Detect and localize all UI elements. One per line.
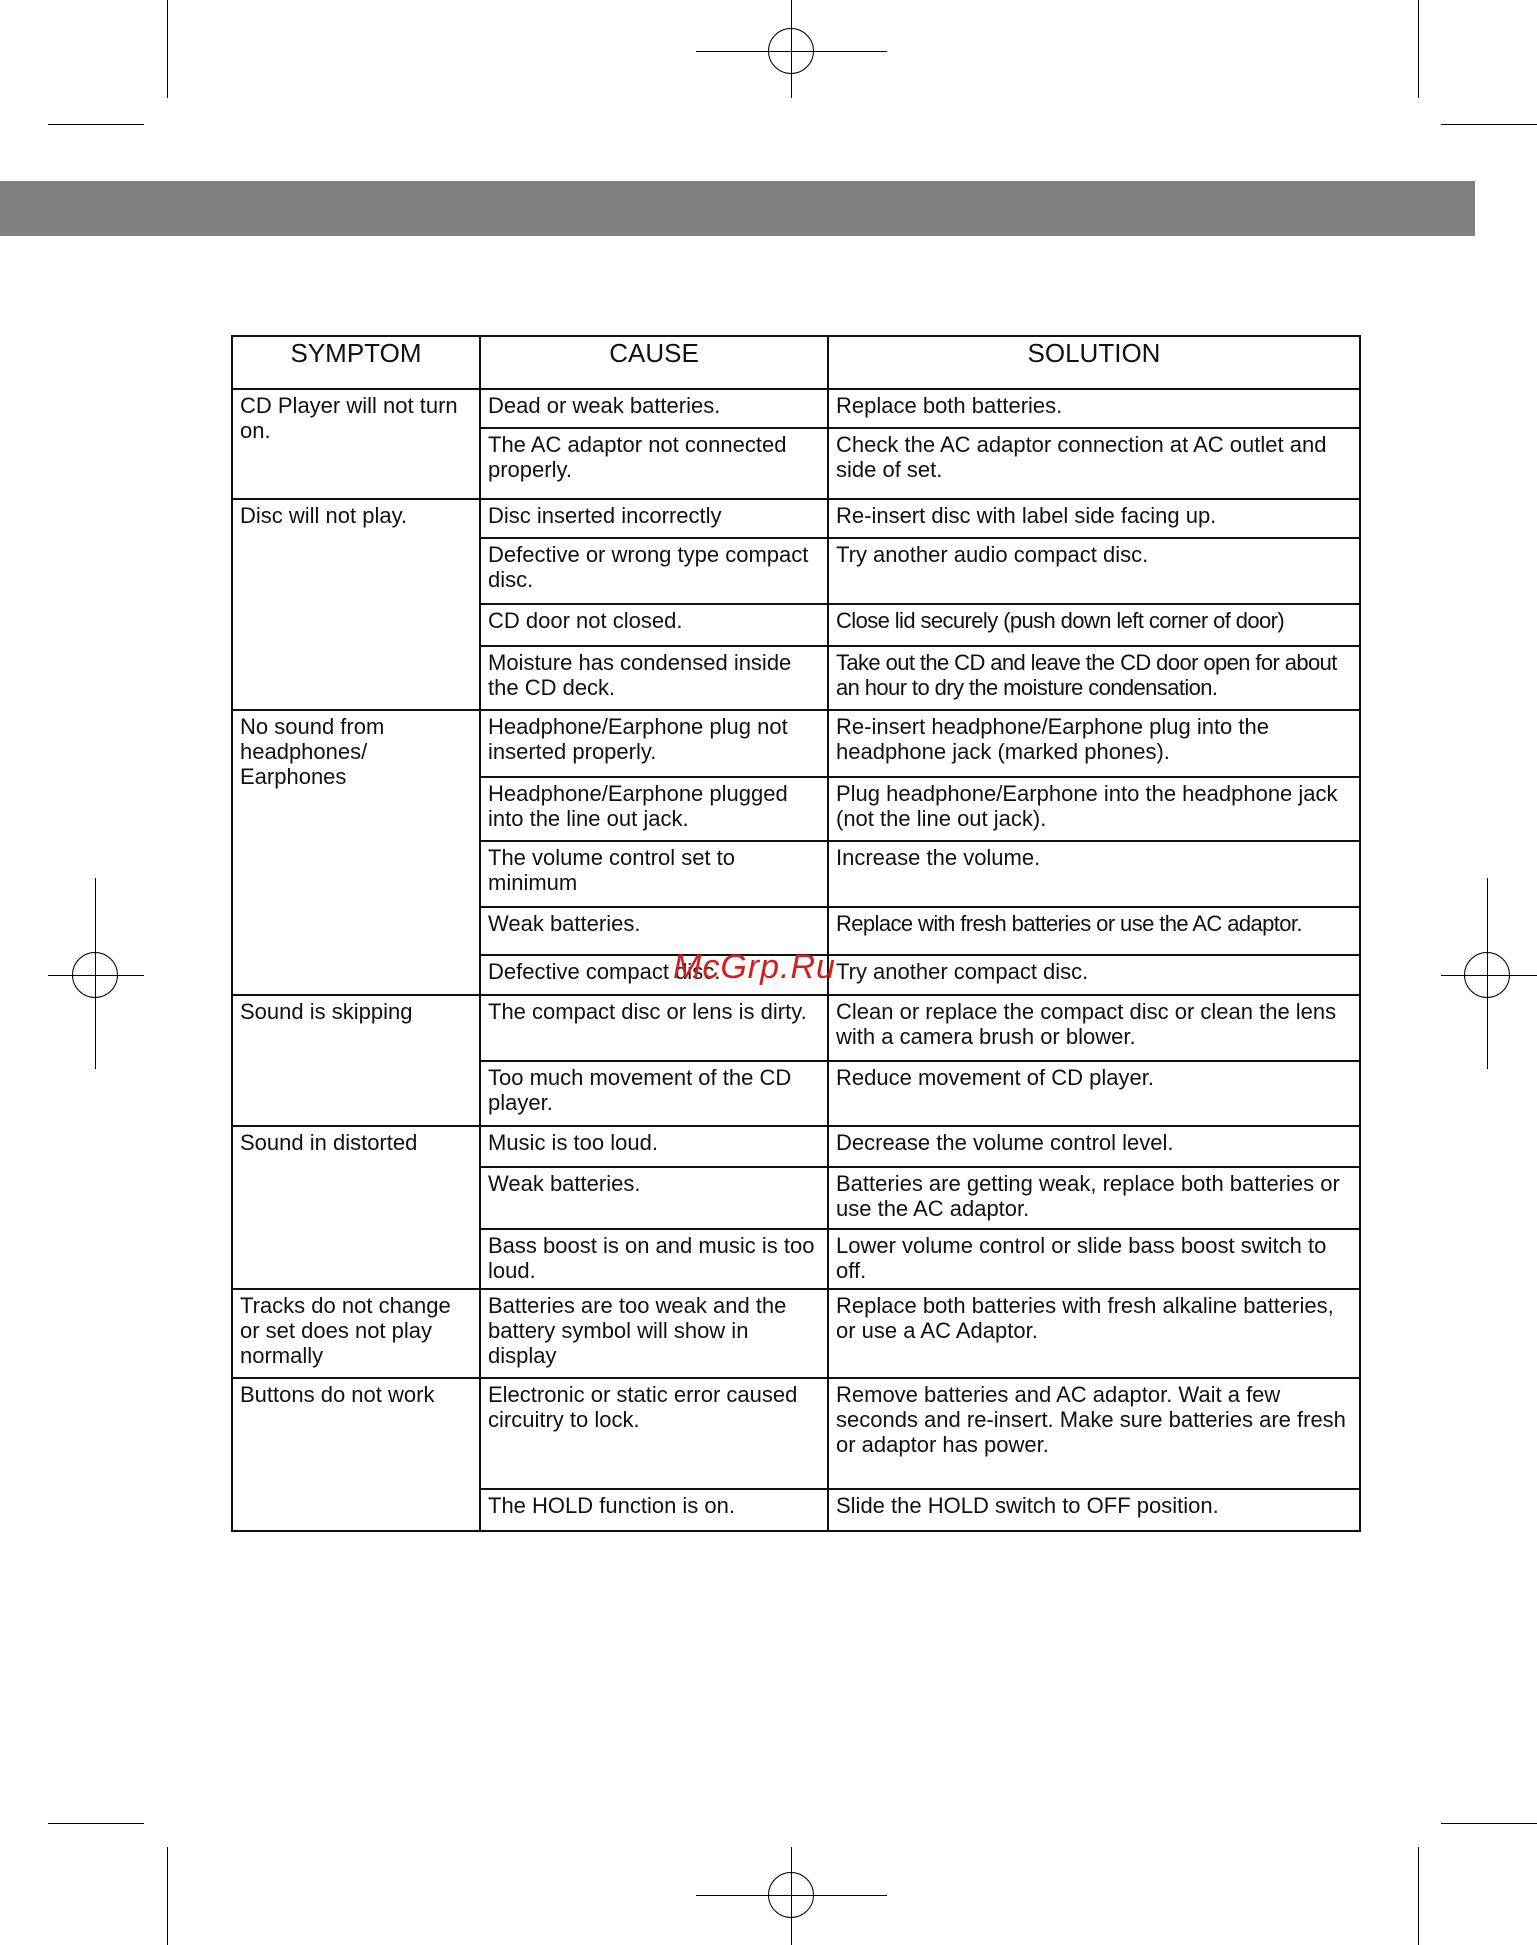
cause-cell: Weak batteries. (480, 907, 828, 955)
table-row (232, 389, 1360, 428)
solution-cell: Check the AC adaptor connection at AC outlet and side of set. (828, 428, 1360, 499)
cause-cell: CD door not closed. (480, 604, 828, 646)
registration-mark (72, 952, 118, 998)
cause-cell: Music is too loud. (480, 1126, 828, 1167)
solution-cell: Slide the HOLD switch to OFF position. (828, 1489, 1360, 1531)
solution-cell: Replace both batteries. (828, 389, 1360, 428)
registration-mark (1464, 952, 1510, 998)
solution-cell: Re-insert disc with label side facing up. (828, 499, 1360, 538)
table-row (232, 1289, 1360, 1378)
table-row (232, 710, 1360, 777)
solution-cell: Replace both batteries with fresh alkaline batteries, or use a AC Adaptor. (828, 1289, 1360, 1378)
symptom-cell: Tracks do not change or set does not play normally (232, 1289, 480, 1378)
cause-cell: Headphone/Earphone plug not inserted properly. (480, 710, 828, 777)
crop-mark (1441, 1823, 1537, 1824)
table-row (232, 995, 1360, 1061)
cause-cell: Electronic or static error caused circuitry to lock. (480, 1378, 828, 1489)
crop-mark (167, 0, 168, 98)
troubleshooting-table (231, 335, 1361, 1532)
table-row (232, 1378, 1360, 1489)
cause-cell: The HOLD function is on. (480, 1489, 828, 1531)
cause-cell: The compact disc or lens is dirty. (480, 995, 828, 1061)
solution-cell: Take out the CD and leave the CD door open for about an hour to dry the moisture condensation. (828, 646, 1360, 710)
table-row (232, 1126, 1360, 1167)
solution-cell: Clean or replace the compact disc or clean the lens with a camera brush or blower. (828, 995, 1360, 1061)
cause-cell: The volume control set to minimum (480, 841, 828, 907)
symptom-cell: No sound from headphones/ Earphones (232, 710, 480, 995)
solution-cell: Try another compact disc. (828, 955, 1360, 995)
symptom-cell: Sound in distorted (232, 1126, 480, 1289)
crop-mark (1441, 124, 1537, 125)
cause-cell: Weak batteries. (480, 1167, 828, 1229)
crop-mark (48, 1823, 144, 1824)
table-header-row (232, 336, 1360, 389)
registration-mark (768, 1872, 814, 1918)
cause-cell: Too much movement of the CD player. (480, 1061, 828, 1126)
cause-header: CAUSE (480, 336, 828, 389)
crop-mark (1418, 1847, 1419, 1945)
crop-mark (1418, 0, 1419, 98)
table-row (232, 499, 1360, 538)
cause-cell: Batteries are too weak and the battery symbol will show in display (480, 1289, 828, 1378)
solution-cell: Reduce movement of CD player. (828, 1061, 1360, 1126)
solution-cell: Batteries are getting weak, replace both batteries or use the AC adaptor. (828, 1167, 1360, 1229)
cause-cell: The AC adaptor not connected properly. (480, 428, 828, 499)
solution-cell: Re-insert headphone/Earphone plug into the headphone jack (marked phones). (828, 710, 1360, 777)
solution-cell: Decrease the volume control level. (828, 1126, 1360, 1167)
cause-cell: Disc inserted incorrectly (480, 499, 828, 538)
solution-cell: Close lid securely (push down left corner of door) (828, 604, 1360, 646)
solution-cell: Remove batteries and AC adaptor. Wait a few seconds and re-insert. Make sure batteries are fresh or adaptor has power. (828, 1378, 1360, 1489)
cause-cell: Dead or weak batteries. (480, 389, 828, 428)
solution-cell: Increase the volume. (828, 841, 1360, 907)
crop-mark (48, 124, 144, 125)
header-band (0, 181, 1475, 236)
solution-cell: Replace with fresh batteries or use the AC adaptor. (828, 907, 1360, 955)
symptom-cell: Disc will not play. (232, 499, 480, 710)
cause-cell: Moisture has condensed inside the CD deck. (480, 646, 828, 710)
watermark: McGrp.Ru (673, 948, 836, 986)
cause-cell: Defective compact disc. (480, 955, 828, 995)
cause-cell: Defective or wrong type compact disc. (480, 538, 828, 604)
cause-cell: Bass boost is on and music is too loud. (480, 1229, 828, 1289)
solution-cell: Plug headphone/Earphone into the headphone jack (not the line out jack). (828, 777, 1360, 841)
symptom-cell: Buttons do not work (232, 1378, 480, 1531)
registration-mark (768, 28, 814, 74)
solution-header: SOLUTION (828, 336, 1360, 389)
crop-mark (167, 1847, 168, 1945)
symptom-cell: CD Player will not turn on. (232, 389, 480, 499)
cause-cell: Headphone/Earphone plugged into the line out jack. (480, 777, 828, 841)
symptom-cell: Sound is skipping (232, 995, 480, 1126)
solution-cell: Lower volume control or slide bass boost switch to off. (828, 1229, 1360, 1289)
solution-cell: Try another audio compact disc. (828, 538, 1360, 604)
symptom-header: SYMPTOM (232, 336, 480, 389)
